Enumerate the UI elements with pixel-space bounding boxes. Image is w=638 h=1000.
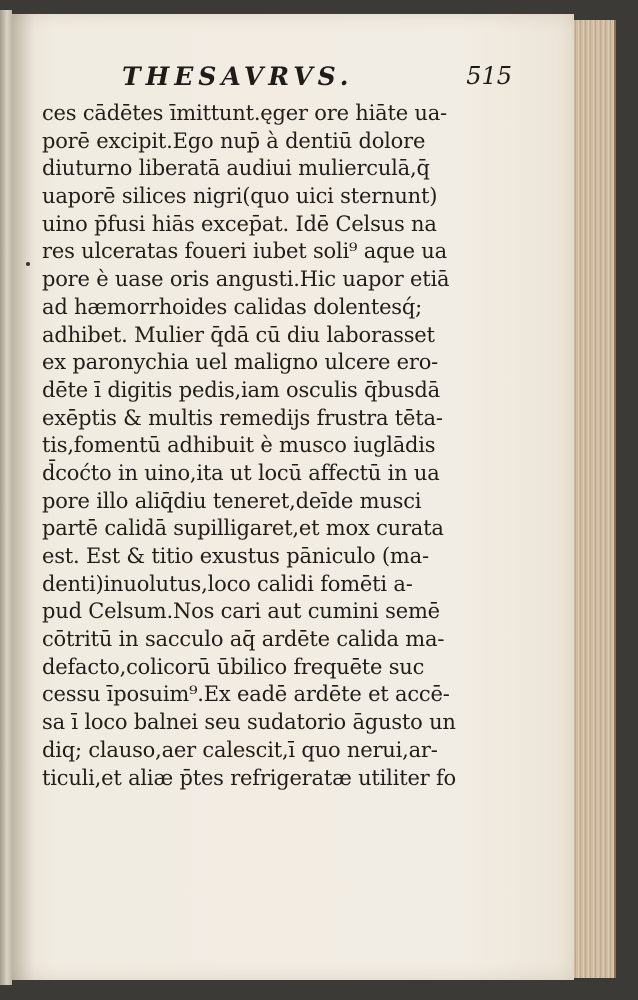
text-line: diuturno liberatā audiui mulierculā,q̄ <box>42 156 430 181</box>
page-stack-edge <box>572 20 616 978</box>
text-line: exēptis & multis remedijs frustra tēta- <box>42 405 443 430</box>
text-line: sa ī loco balnei seu sudatorio āgusto un <box>42 710 456 735</box>
text-line: ad hæmorrhoides calidas dolentesq́; <box>42 294 422 319</box>
text-line: res ulceratas foueri iubet soli⁹ aque ua <box>42 239 447 264</box>
text-line: d̄coćto in uino,ita ut locū affectū in ua <box>42 460 440 485</box>
text-line: denti)inuolutus,loco calidi fomēti a- <box>42 571 413 596</box>
running-title: THESAVRVS. <box>122 62 354 91</box>
text-line: pud Celsum.Nos cari aut cumini semē <box>42 599 440 624</box>
text-line: ticuli,et aliæ p̄tes refrigeratæ utiliter fo <box>42 765 457 790</box>
text-line: ex paronychia uel maligno ulcere ero- <box>42 350 439 375</box>
gutter-shadow <box>12 14 34 980</box>
text-line: est. Est & titio exustus pāniculo (ma- <box>42 544 429 568</box>
body-text <box>42 100 482 792</box>
ink-mark <box>26 262 30 266</box>
text-line: defacto,colicorū ūbilico frequēte suc <box>42 654 425 679</box>
text-line: ces cādētes īmittunt.ęger ore hiāte ua- <box>42 101 447 125</box>
text-line: dēte ī digitis pedis,iam osculis q̄busdā <box>42 377 440 402</box>
text-line: uino p̄fusi hiās excep̄at. Idē Celsus na <box>42 211 437 236</box>
text-line: adhibet. Mulier q̄dā cū diu laborasset <box>42 322 435 347</box>
text-line: uaporē silices nigri(quo uici sternunt) <box>42 184 438 209</box>
text-line: diq; clauso,aer calescit,ī quo nerui,ar- <box>42 737 438 762</box>
text-line: cōtritū in sacculo aq̄ ardēte calida ma- <box>42 627 445 652</box>
page-number: 515 <box>466 62 512 90</box>
page-header <box>112 62 512 96</box>
text-line: pore illo aliq̄diu teneret,deīde musci <box>42 488 422 513</box>
text-line: cessu īposuim⁹.Ex eadē ardēte et accē- <box>42 682 450 707</box>
text-line: tis,fomentū adhibuit è musco iuglādis <box>42 433 436 458</box>
text-line: partē calidā supilligaret,et mox curata <box>42 516 444 541</box>
text-line: pore è uase oris angusti.Hic uapor etiā <box>42 267 450 292</box>
facing-page-edge <box>0 10 12 985</box>
text-line: porē excipit.Ego nup̄ à dentiū dolore <box>42 128 426 153</box>
